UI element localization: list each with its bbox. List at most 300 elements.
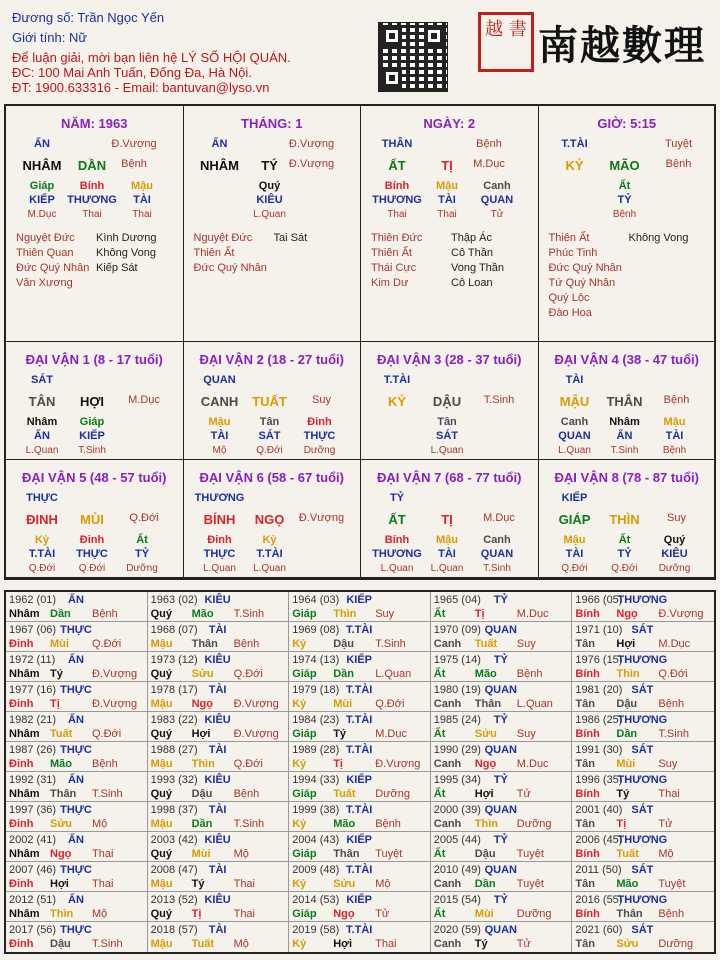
hidden-state: Dưỡng	[126, 563, 158, 574]
year-god: T.TÀI	[346, 864, 373, 876]
year-god: THƯƠNG	[617, 834, 668, 846]
pillar-god: ẤN	[211, 138, 228, 150]
year-cell[interactable]	[572, 862, 714, 891]
hidden-god: THƯƠNG	[372, 194, 422, 206]
year-cell[interactable]	[431, 742, 573, 771]
pillar-phase: Bệnh	[665, 158, 692, 170]
year-label: 2002 (41)	[9, 834, 57, 846]
year-stem: Canh	[433, 758, 462, 770]
year-cell[interactable]	[6, 922, 148, 952]
qr-code[interactable]	[378, 22, 448, 92]
year-cell[interactable]	[6, 682, 148, 711]
year-cell[interactable]	[289, 772, 431, 801]
year-label: 1968 (07)	[150, 624, 198, 636]
year-stem: Quý	[150, 728, 172, 740]
year-phase: Suy	[375, 608, 395, 620]
hidden-state: Bệnh	[612, 209, 637, 220]
year-god: ẤN	[68, 594, 84, 606]
year-god: T.TÀI	[346, 924, 373, 936]
year-label: 1964 (03)	[292, 594, 340, 606]
year-god: THỰC	[60, 804, 92, 816]
star-left: Thiên Quan	[16, 247, 74, 259]
year-cell[interactable]	[289, 832, 431, 861]
year-label: 2000 (39)	[433, 804, 481, 816]
year-label: 1973 (12)	[150, 654, 198, 666]
dai-van-title: ĐẠI VẬN 8 (78 - 87 tuổi)	[554, 470, 699, 485]
year-cell[interactable]	[431, 862, 573, 891]
dai-van-stem: ĐINH	[26, 512, 58, 527]
year-phase: T.Sinh	[658, 728, 689, 740]
year-cell[interactable]	[431, 892, 573, 921]
year-cell[interactable]	[572, 802, 714, 831]
year-cell[interactable]	[289, 742, 431, 771]
year-phase: T.Sinh	[375, 638, 406, 650]
star-left: Thiên Ất	[371, 247, 412, 259]
year-god: TỶ	[493, 774, 508, 786]
hidden-god: KIÊU	[661, 548, 688, 560]
year-god: QUAN	[484, 864, 517, 876]
year-god: TỶ	[493, 894, 508, 906]
year-stem: Đinh	[9, 878, 34, 890]
year-cell[interactable]	[148, 592, 290, 621]
year-label: 1986 (25)	[575, 714, 623, 726]
hidden-stem: Canh	[483, 180, 511, 192]
year-cell[interactable]	[431, 772, 573, 801]
dai-van-title: ĐẠI VẬN 3 (28 - 37 tuổi)	[377, 352, 522, 367]
star-left: Đức Quý Nhân	[548, 262, 622, 274]
dai-van-title: ĐẠI VẬN 6 (58 - 67 tuổi)	[199, 470, 344, 485]
year-god: KIẾP	[346, 654, 373, 666]
year-god: KIÊU	[204, 834, 231, 846]
year-phase: Thai	[92, 878, 114, 890]
year-stem: Canh	[433, 818, 462, 830]
hidden-state: L.Quan	[558, 445, 591, 456]
year-cell[interactable]	[431, 712, 573, 741]
year-god: KIÊU	[204, 774, 231, 786]
year-label: 1972 (11)	[9, 654, 56, 666]
hidden-stem: Quý	[258, 180, 281, 192]
hidden-god: QUAN	[558, 430, 591, 442]
header-info	[12, 10, 291, 95]
hidden-state: Dưỡng	[303, 445, 336, 456]
year-label: 1979 (18)	[292, 684, 340, 696]
year-god: KIÊU	[204, 654, 231, 666]
year-branch: Thân	[191, 638, 218, 650]
dai-van-god: QUAN	[203, 374, 236, 386]
year-cell[interactable]	[289, 652, 431, 681]
year-label: 1994 (33)	[292, 774, 340, 786]
year-phase: Mộ	[233, 848, 249, 860]
year-stem: Tân	[575, 878, 595, 890]
year-branch: Thân	[333, 848, 360, 860]
year-branch: Sửu	[191, 668, 214, 680]
year-cell[interactable]	[148, 922, 290, 952]
year-phase: Thai	[658, 788, 680, 800]
year-label: 2014 (53)	[292, 894, 340, 906]
year-cell[interactable]	[289, 802, 431, 831]
year-label: 2004 (43)	[292, 834, 340, 846]
year-cell[interactable]	[148, 682, 290, 711]
year-branch: Sửu	[474, 728, 497, 740]
year-god: THỰC	[60, 684, 92, 696]
year-god: TỶ	[493, 654, 508, 666]
hidden-stem: Mậu	[131, 180, 153, 192]
hidden-stem: Đinh	[79, 534, 105, 546]
year-cell[interactable]	[148, 622, 290, 651]
year-stem: Mậu	[150, 638, 173, 650]
year-row	[6, 802, 714, 832]
year-cell[interactable]	[148, 772, 290, 801]
hidden-stem: Mậu	[563, 534, 586, 546]
star-left: Thiên Ất	[548, 232, 590, 244]
dai-van-phase: Suy	[312, 394, 331, 406]
year-cell[interactable]	[6, 652, 148, 681]
year-stem: Quý	[150, 608, 172, 620]
year-cell[interactable]	[431, 802, 573, 831]
year-phase: L.Quan	[375, 668, 412, 680]
dai-van-title: ĐẠI VẬN 2 (18 - 27 tuổi)	[199, 352, 344, 367]
year-stem: Ất	[433, 788, 446, 800]
year-branch: Thìn	[50, 908, 74, 920]
year-cell[interactable]	[572, 712, 714, 741]
year-stem: Quý	[150, 788, 172, 800]
hidden-god: SÁT	[436, 430, 458, 442]
dai-van-6	[184, 460, 362, 578]
year-stem: Bính	[575, 728, 600, 740]
year-stem: Giáp	[292, 728, 317, 740]
year-god: THƯƠNG	[617, 774, 668, 786]
hidden-state: Thai	[132, 209, 152, 220]
pillar-1	[6, 106, 184, 342]
year-branch: Hợi	[616, 638, 636, 650]
year-cell[interactable]	[572, 592, 714, 621]
year-god: QUAN	[484, 624, 517, 636]
pillar-stem: NHÂM	[22, 158, 62, 173]
hidden-state: Q.Đới	[561, 563, 588, 574]
year-table	[4, 590, 716, 954]
pillar-2	[184, 106, 362, 342]
year-cell[interactable]	[431, 832, 573, 861]
star-right: Kình Dương	[96, 232, 157, 244]
year-cell[interactable]	[148, 862, 290, 891]
year-branch: Tuất	[50, 728, 73, 740]
hidden-stem: Ất	[618, 534, 631, 546]
year-label: 1974 (13)	[292, 654, 340, 666]
year-cell[interactable]	[6, 802, 148, 831]
year-branch: Mão	[191, 608, 214, 620]
dai-van-stem: CANH	[200, 394, 239, 409]
year-cell[interactable]	[148, 712, 290, 741]
year-label: 1992 (31)	[9, 774, 57, 786]
year-branch: Tý	[616, 788, 630, 800]
year-stem: Mậu	[150, 878, 173, 890]
year-branch: Thân	[616, 908, 643, 920]
year-cell[interactable]	[572, 622, 714, 651]
dai-van-phase: Suy	[667, 512, 686, 524]
year-stem: Ất	[433, 728, 446, 740]
address-line: ĐC: 100 Mai Anh Tuấn, Đống Đa, Hà Nội.	[12, 65, 252, 80]
year-branch: Hợi	[474, 788, 494, 800]
year-row	[6, 622, 714, 652]
hidden-god: THỰC	[203, 548, 236, 560]
star-right: Không Vong	[96, 247, 156, 259]
dai-van-stem: ẤT	[388, 512, 406, 527]
hidden-stem: Nhâm	[609, 416, 640, 428]
year-phase: T.Sinh	[233, 608, 265, 620]
hidden-god: QUAN	[480, 548, 514, 560]
year-stem: Canh	[433, 878, 462, 890]
year-branch: Mão	[333, 818, 356, 830]
year-god: SÁT	[631, 684, 654, 696]
year-phase: Đ.Vượng	[92, 698, 138, 710]
year-phase: Bệnh	[233, 788, 260, 800]
year-phase: Đ.Vượng	[375, 758, 421, 770]
year-branch: Mùi	[191, 848, 211, 860]
year-cell[interactable]	[6, 712, 148, 741]
year-god: TỶ	[493, 594, 508, 606]
hidden-state: Thai	[387, 209, 407, 220]
hidden-state: L.Quan	[253, 563, 286, 574]
dai-van-stem: BÍNH	[203, 512, 236, 527]
year-branch: Tý	[191, 878, 205, 890]
year-branch: Tý	[50, 668, 63, 680]
year-cell[interactable]	[289, 892, 431, 921]
dai-van-phase: Đ.Vượng	[298, 512, 345, 524]
pillar-3	[361, 106, 539, 342]
year-phase: M.Dục	[516, 608, 549, 620]
year-phase: T.Sinh	[233, 818, 265, 830]
year-label: 1965 (04)	[433, 594, 481, 606]
dai-van-phase: M.Dục	[128, 394, 160, 406]
year-branch: Sửu	[333, 878, 356, 890]
year-branch: Thìn	[333, 608, 357, 620]
year-stem: Mậu	[150, 758, 173, 770]
year-stem: Bính	[575, 848, 600, 860]
year-god: KIÊU	[204, 714, 231, 726]
hidden-state: Q.Đới	[256, 445, 283, 456]
year-cell[interactable]	[6, 892, 148, 921]
hidden-stem: Kỷ	[34, 534, 50, 546]
year-cell[interactable]	[431, 682, 573, 711]
year-stem: Nhâm	[9, 668, 40, 680]
year-label: 2019 (58)	[292, 924, 340, 936]
hidden-state: L.Quan	[430, 445, 464, 456]
hidden-stem: Ất	[618, 180, 631, 192]
year-label: 2017 (56)	[9, 924, 57, 936]
dai-van-god: KIẾP	[561, 492, 588, 504]
star-left: Thiên Đức	[371, 232, 423, 244]
year-cell[interactable]	[572, 682, 714, 711]
hidden-stem: Kỷ	[262, 534, 277, 546]
year-label: 2007 (46)	[9, 864, 57, 876]
star-right: Tai Sát	[273, 232, 308, 244]
year-branch: Ngọ	[50, 848, 72, 860]
contact-line: Để luận giải, mời bạn liên hệ LÝ SỐ HỘI QUÁN.	[12, 50, 291, 65]
year-label: 1998 (37)	[150, 804, 198, 816]
dai-van-god: TỶ	[389, 492, 405, 504]
year-stem: Đinh	[9, 818, 34, 830]
year-label: 1978 (17)	[150, 684, 198, 696]
pillar-branch: TÝ	[261, 158, 278, 173]
star-left: Thiên Ất	[193, 247, 235, 259]
name-value: Trần Ngọc Yến	[77, 10, 165, 25]
year-stem: Đinh	[9, 938, 34, 950]
year-stem: Giáp	[292, 848, 317, 860]
year-god: SÁT	[631, 624, 654, 636]
year-cell[interactable]	[148, 802, 290, 831]
dai-van-8	[539, 460, 717, 578]
year-stem: Canh	[433, 638, 462, 650]
year-label: 2015 (54)	[433, 894, 481, 906]
year-god: T.TÀI	[346, 744, 373, 756]
year-cell[interactable]	[148, 892, 290, 921]
year-cell[interactable]	[431, 592, 573, 621]
year-label: 1966 (05)	[575, 594, 623, 606]
year-god: QUAN	[484, 924, 517, 936]
year-cell[interactable]	[572, 742, 714, 771]
year-cell[interactable]	[431, 652, 573, 681]
year-god: T.TÀI	[346, 624, 373, 636]
hidden-state: Thai	[437, 209, 457, 220]
year-stem: Giáp	[292, 668, 317, 680]
year-branch: Dần	[333, 668, 354, 680]
chart-grid	[4, 104, 716, 580]
year-row	[6, 682, 714, 712]
star-left: Quý Lộc	[548, 292, 590, 304]
year-cell[interactable]	[6, 742, 148, 771]
year-cell[interactable]	[289, 592, 431, 621]
star-left: Phúc Tinh	[548, 247, 598, 259]
hidden-stem: Tân	[259, 416, 280, 428]
year-phase: Mộ	[658, 848, 674, 860]
year-stem: Bính	[575, 788, 600, 800]
year-god: ẤN	[68, 774, 84, 786]
year-label: 1991 (30)	[575, 744, 623, 756]
pillar-god: T.TÀI	[561, 138, 588, 150]
year-branch: Mão	[50, 758, 72, 770]
year-label: 2010 (49)	[433, 864, 481, 876]
dai-van-branch: THÂN	[606, 394, 643, 409]
year-phase: Bệnh	[658, 908, 685, 920]
year-label: 1977 (16)	[9, 684, 57, 696]
year-cell[interactable]	[289, 922, 431, 952]
year-branch: Hợi	[191, 728, 211, 740]
year-label: 2011 (50)	[575, 864, 622, 876]
dai-van-branch: TUẤT	[252, 394, 287, 409]
year-cell[interactable]	[289, 862, 431, 891]
year-phase: T.Sinh	[92, 788, 123, 800]
hidden-god: TỶ	[134, 548, 150, 560]
hidden-god: TÀI	[133, 194, 151, 206]
year-cell[interactable]	[6, 772, 148, 801]
year-cell[interactable]	[148, 832, 290, 861]
year-god: TÀI	[208, 924, 227, 936]
pillar-phase: Đ.Vượng	[288, 158, 335, 170]
year-label: 2001 (40)	[575, 804, 623, 816]
hidden-god: TÀI	[438, 194, 456, 206]
hidden-state: T.Sinh	[78, 445, 106, 456]
pillar-phase: M.Dục	[473, 158, 505, 170]
year-label: 1980 (19)	[433, 684, 481, 696]
year-stem: Canh	[433, 938, 462, 950]
hidden-state: L.Quan	[253, 209, 286, 220]
year-cell[interactable]	[431, 922, 573, 952]
year-phase: L.Quan	[516, 698, 553, 710]
year-phase: Đ.Vượng	[233, 698, 279, 710]
year-cell[interactable]	[289, 712, 431, 741]
year-cell[interactable]	[6, 622, 148, 651]
year-god: THƯƠNG	[617, 714, 668, 726]
hidden-stem: Đinh	[307, 416, 332, 428]
year-stem: Nhâm	[9, 848, 40, 860]
pillar-title: NĂM: 1963	[61, 116, 128, 131]
star-left: Thái Cực	[371, 262, 417, 274]
year-label: 1969 (08)	[292, 624, 340, 636]
year-row	[6, 652, 714, 682]
year-branch: Dậu	[191, 788, 213, 800]
dai-van-2	[184, 342, 362, 460]
dai-van-branch: HỢI	[79, 394, 105, 409]
year-cell[interactable]	[148, 742, 290, 771]
hidden-stem: Ất	[136, 534, 148, 546]
year-cell[interactable]	[6, 592, 148, 621]
year-label: 2003 (42)	[150, 834, 198, 846]
year-phase: Đ.Vượng	[92, 668, 138, 680]
dai-van-title: ĐẠI VẬN 5 (48 - 57 tuổi)	[22, 470, 167, 485]
year-label: 1963 (02)	[150, 594, 198, 606]
year-cell[interactable]	[572, 652, 714, 681]
pillar-stem: NHÂM	[200, 158, 239, 173]
year-phase: Bệnh	[92, 758, 118, 770]
star-left: Đào Hoa	[548, 307, 592, 319]
hidden-state: Q.Đới	[28, 563, 56, 574]
dai-van-stem: TÂN	[28, 394, 56, 409]
hidden-god: TÀI	[665, 430, 684, 442]
star-right: Thập Ác	[451, 232, 492, 244]
year-cell[interactable]	[572, 832, 714, 861]
year-cell[interactable]	[572, 892, 714, 921]
year-god: KIẾP	[346, 774, 373, 786]
year-cell[interactable]	[572, 772, 714, 801]
dai-van-branch: TỊ	[441, 512, 453, 527]
dai-van-branch: MÙI	[80, 512, 104, 527]
year-cell[interactable]	[572, 922, 714, 952]
year-phase: Thai	[233, 878, 255, 890]
year-cell[interactable]	[6, 832, 148, 861]
year-stem: Tân	[575, 818, 595, 830]
year-cell[interactable]	[6, 862, 148, 891]
year-phase: Tử	[516, 938, 531, 950]
year-label: 1997 (36)	[9, 804, 57, 816]
hidden-god: TỶ	[617, 194, 632, 206]
dai-van-branch: NGỌ	[254, 512, 285, 527]
year-label: 2012 (51)	[9, 894, 57, 906]
year-cell[interactable]	[289, 622, 431, 651]
year-cell[interactable]	[431, 622, 573, 651]
pillar-branch: MÃO	[609, 158, 640, 173]
year-row	[6, 832, 714, 862]
year-row	[6, 772, 714, 802]
star-right: Cô Thần	[451, 247, 493, 259]
year-god: SÁT	[631, 804, 654, 816]
year-cell[interactable]	[289, 682, 431, 711]
year-label: 1962 (01)	[9, 594, 57, 606]
year-cell[interactable]	[148, 652, 290, 681]
year-stem: Ất	[433, 668, 446, 680]
year-phase: Thai	[375, 938, 397, 950]
year-stem: Bính	[575, 608, 600, 620]
phone-email-line: ĐT: 1900.633316 - Email: bantuvan@lyso.vn	[12, 80, 270, 95]
